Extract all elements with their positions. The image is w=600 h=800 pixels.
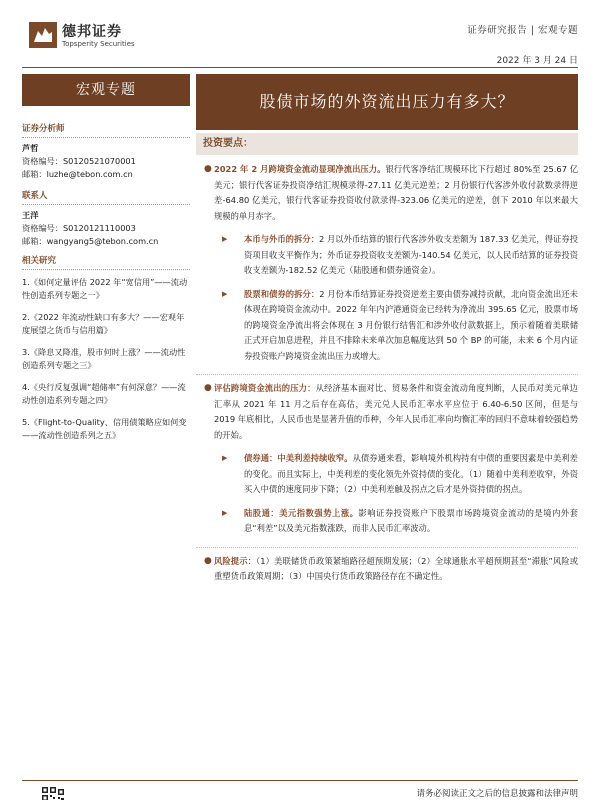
key-points-heading: 投资要点：	[196, 133, 578, 155]
report-body	[196, 162, 578, 585]
sub-point-text: 从债券通来看，影响境外机构持有中债的重要因素是中美利差的变化。而且实际上，中美利差的变化领先外资持债的变化。（1）随着中美利差收窄，外资买入中债的速度同步下降；（2）中美利差触及拐点之后才是外资持债的拐点。	[244, 453, 578, 494]
analyst-cert: 资格编号：S0120521070001	[22, 156, 136, 166]
related-item[interactable]: 4.《央行反复强调“超储率”有何深意？——流动性创造系列专题之四》	[22, 382, 186, 405]
point-paragraph	[196, 554, 578, 585]
sub-point-paragraph	[216, 451, 578, 498]
sub-point-lead: 本币与外币的拆分：	[244, 234, 320, 244]
related-research-list	[22, 276, 190, 442]
related-item[interactable]: 2.《2022 年流动性缺口有多大？——宏观年度展望之货币与信用篇》	[22, 312, 185, 335]
related-item[interactable]: 1.《如何定量评估 2022 年“宽信用”——流动性创造系列专题之一》	[22, 277, 188, 300]
sub-point-lead: 陆股通：美元指数强势上涨。	[244, 507, 359, 518]
related-section-label: 相关研究	[22, 254, 190, 270]
analyst-info	[22, 142, 190, 181]
related-item[interactable]: 5.《Flight-to-Quality、信用债策略应如何变——流动性创造系列之五》	[22, 417, 187, 440]
sub-point-text: 影响证券投资账户下股票市场跨境资金流动的是境内外套息“利差”以及美元指数涨跌，而非人民币汇率波动。	[244, 507, 578, 533]
related-item[interactable]: 3.《降息又降准，股市何时上涨？——流动性创造系列专题之三》	[22, 347, 186, 370]
footer-divider	[22, 780, 578, 781]
contact-section-label: 联系人	[22, 189, 190, 205]
triangle-bullet-icon: ▶	[222, 235, 228, 243]
sub-point-text: 2 月以外币结算的银行代客涉外收支差额为 187.33 亿美元，得证券投资项目收支平衡作为；外币证券投资收支差额为-140.54 亿美元，以人民币结算的证券投资收支差额为-182.52 亿美元（陆股通和债券通资金）。	[244, 234, 578, 275]
point-text: （1）美联储货币政策紧缩路径超预期发展；（2）全球通胀水平超预期甚至“滞胀”风险或重塑货币政策周期；（3）中国央行货币政策路径存在不确定性。	[214, 555, 578, 581]
sidebar	[22, 74, 190, 451]
section-divider	[196, 547, 578, 548]
analyst-section-label: 证券分析师	[22, 122, 190, 138]
bullet-icon: ●	[204, 164, 212, 174]
sub-point-paragraph	[216, 506, 578, 537]
triangle-bullet-icon: ▶	[222, 454, 228, 462]
company-name-en: Topsperity Securities	[62, 40, 135, 48]
sub-point-paragraph	[216, 287, 578, 365]
point-lead: 2022 年 2 月跨境资金流动显现净流出压力。	[214, 164, 386, 174]
point-text: 从经济基本面对比、贸易条件和资金流动角度判断，人民币对美元单边汇率从 2021 年 11 月之后存在高估，美元兑人民币汇率水平应位于 6.40-6.50 区间，但是与 2019 年底相比，人民币也是显著升值的币种，今年人民币汇率向均衡汇率的回归不意味着较强趋势的开始。	[214, 383, 578, 440]
contact-info	[22, 209, 190, 248]
sub-point-paragraph	[216, 232, 578, 279]
contact-email[interactable]: 邮箱：wangyang5@tebon.com.cn	[22, 236, 159, 246]
contact-name: 王洋	[22, 210, 39, 220]
point-lead: 风险提示：	[214, 555, 257, 566]
section-divider	[196, 374, 578, 375]
category-box: 宏观专题	[22, 74, 190, 106]
report-date: 2022 年 3 月 24 日	[496, 56, 578, 66]
point-lead: 评估跨境资金流出的压力：	[214, 383, 316, 393]
triangle-bullet-icon: ▶	[222, 289, 228, 298]
header-divider	[22, 67, 578, 68]
point-paragraph	[196, 162, 578, 224]
analyst-email[interactable]: 邮箱：luzhe@tebon.com.cn	[22, 169, 133, 179]
sub-point-lead: 债券通：中美利差持续收窄。	[244, 453, 353, 463]
bullet-icon: ●	[204, 383, 212, 393]
sub-point-lead: 股票和债券的拆分：	[244, 288, 320, 299]
triangle-bullet-icon: ▶	[222, 508, 228, 517]
report-header	[0, 0, 600, 70]
disclaimer-text: 请务必阅读正文之后的信息披露和法律声明	[416, 789, 578, 799]
company-name-cn: 德邦证券	[62, 24, 122, 40]
report-type: 证券研究报告 | 宏观专题	[467, 25, 578, 36]
bullet-icon: ●	[204, 555, 212, 566]
contact-cert: 资格编号：S0120121110003	[22, 223, 136, 233]
point-paragraph	[196, 381, 578, 443]
company-logo-icon	[29, 22, 57, 48]
sub-point-text: 2 月份本币结算证券投资逆差主要由债券减持贡献，北向资金流出还未体现在跨境资金流动中。2022 年年内沪港通资金已经转为净流出 395.65 亿元，股票市场的跨境资金净流出将会体现在 3 月份银行结售汇和涉外收付款数据上，预示着随着美联储正式开启加息进程，并且不排除未来单次加息幅度达到 50 个 BP 的可能，未来 6 个月内证券投资账户跨境资金流出压力或增大。	[244, 288, 578, 361]
qr-code-icon	[42, 786, 64, 800]
report-title: 股债市场的外资流出压力有多大？	[196, 74, 578, 130]
analyst-name: 芦哲	[22, 143, 39, 153]
point-text: 银行代客净结汇规模环比下行超过 80%至 25.67 亿美元；银行代客证券投资净结汇规模录得-27.11 亿美元逆差；2 月份银行代客涉外收付款数录得逆差-64.80 亿美元，银行代客证券投资收付款录得-323.06 亿美元的逆差，创下 2010 年以来最大规模的单月赤字。	[214, 164, 578, 221]
